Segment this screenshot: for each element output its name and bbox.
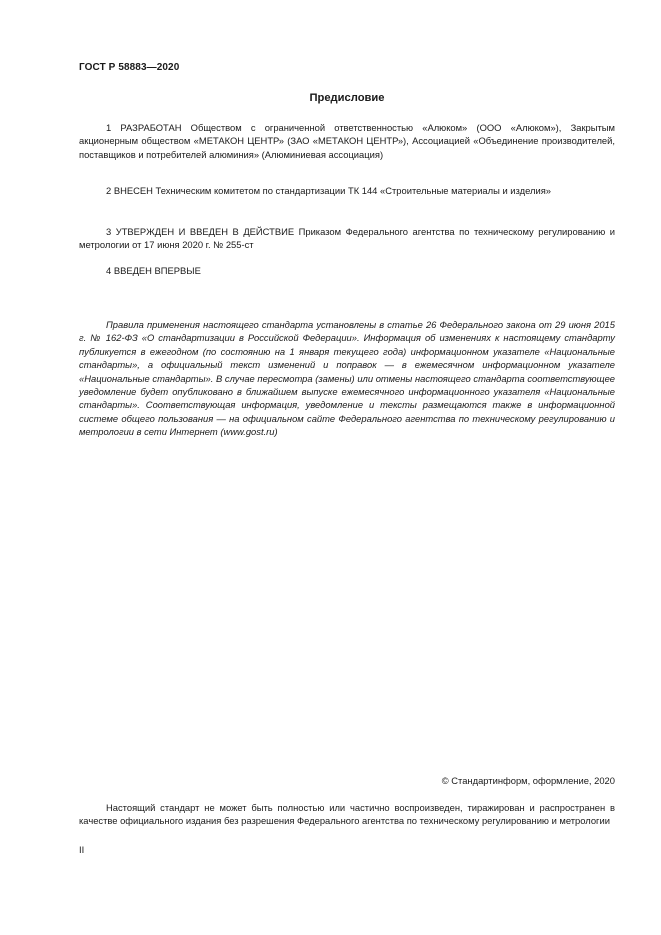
copyright-line: © Стандартинформ, оформление, 2020 — [441, 775, 615, 786]
document-code: ГОСТ Р 58883—2020 — [79, 62, 180, 73]
application-rules-notice: Правила применения настоящего стандарта установлены в статье 26 Федерального закона от 29 июня 2015 г. № 162-ФЗ «О стандартизации в Российской Федерации». Информация об изменениях к настоящему стандарту публикуется в ежегодном (по состоянию на 1 января текущего года) информационном указателе «Национальные стандарты», а официальный текст изменений и поправок — в ежемесячном информационном указателе «Национальные стандарты». В случае пересмотра (замены) или отмены настоящего стандарта соответствующее уведомление будет опубликовано в ближайшем выпуске ежемесячного информационного указателя «Национальные стандарты». Соответствующая информация, уведомление и тексты размещаются также в информационной системе общего пользования — на официальном сайте Федерального агентства по техническому регулированию и метрологии в сети Интернет (www.gost.ru) — [79, 319, 615, 438]
preface-item-approved: 3 УТВЕРЖДЕН И ВВЕДЕН В ДЕЙСТВИЕ Приказом Федерального агентства по техническому регулированию и метрологии от 17 июня 2020 г. № 255-ст — [79, 226, 615, 251]
preface-title: Предисловие — [309, 92, 385, 104]
preface-item-introduced: 4 ВВЕДЕН ВПЕРВЫЕ — [106, 265, 201, 276]
preface-item-developed: 1 РАЗРАБОТАН Обществом с ограниченной ответственностью «Алюком» (ООО «Алюком»), Закрытым акционерным обществом «МЕТАКОН ЦЕНТР» (ЗАО «МЕТАКОН ЦЕНТР»), Ассоциацией «Объединение производителей, поставщиков и потребителей алюминия» (Алюминиевая ассоциация) — [79, 122, 615, 160]
preface-item-submitted: 2 ВНЕСЕН Техническим комитетом по стандартизации ТК 144 «Строительные материалы и изделия» — [106, 185, 552, 196]
page-number: II — [79, 844, 85, 855]
reproduction-restriction-notice: Настоящий стандарт не может быть полностью или частично воспроизведен, тиражирован и распространен в качестве официального издания без разрешения Федерального агентства по техническому регулированию и метрологии — [79, 802, 615, 827]
